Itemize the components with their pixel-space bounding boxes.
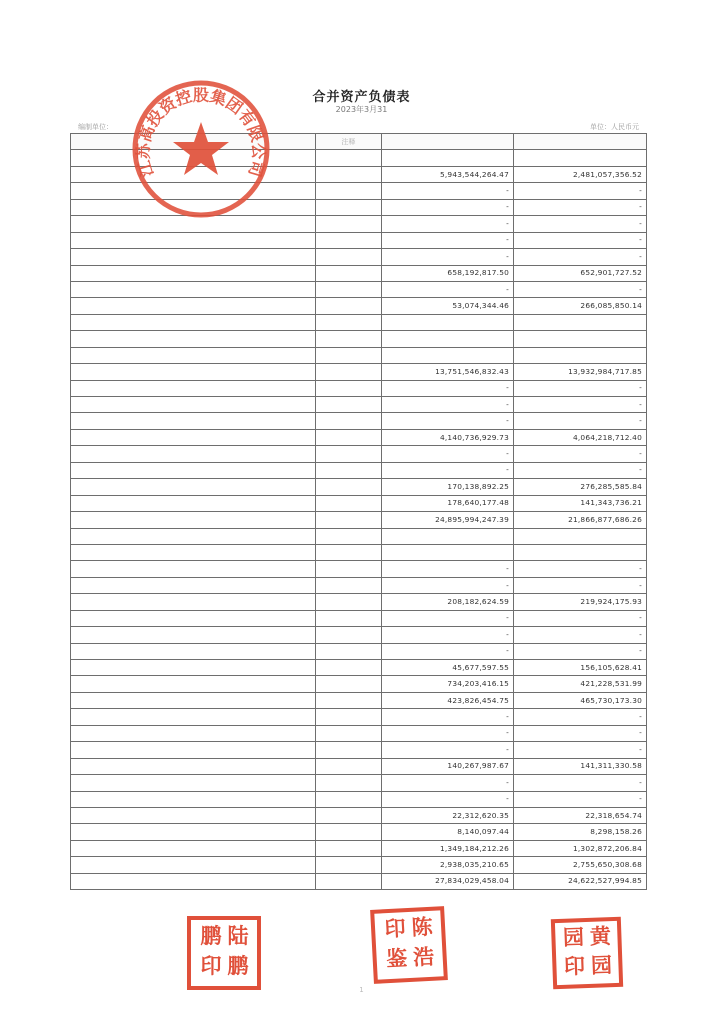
table-row xyxy=(71,347,647,363)
row-item-label xyxy=(71,314,316,330)
row-item-label xyxy=(71,742,316,758)
row-prior-amount: 22,318,654.74 xyxy=(514,807,647,823)
row-note-ref xyxy=(316,397,382,413)
row-prior-amount: - xyxy=(514,577,647,593)
row-current-amount: - xyxy=(382,232,514,248)
row-item-label xyxy=(71,660,316,676)
table-row xyxy=(71,512,647,528)
row-current-amount: - xyxy=(382,610,514,626)
row-prior-amount: 8,298,158.26 xyxy=(514,824,647,840)
row-current-amount: - xyxy=(382,643,514,659)
row-current-amount: 734,203,416.15 xyxy=(382,676,514,692)
row-prior-amount: 156,105,628.41 xyxy=(514,660,647,676)
table-row xyxy=(71,660,647,676)
row-current-amount: 45,677,597.55 xyxy=(382,660,514,676)
row-item-label xyxy=(71,380,316,396)
page-number: 1 xyxy=(359,986,364,994)
stamp-legal-rep xyxy=(187,916,261,990)
row-item-label xyxy=(71,791,316,807)
table-row xyxy=(71,528,647,544)
row-note-ref xyxy=(316,577,382,593)
row-note-ref xyxy=(316,347,382,363)
row-item-label xyxy=(71,364,316,380)
row-prior-amount: - xyxy=(514,446,647,462)
row-current-amount: - xyxy=(382,216,514,232)
row-current-amount: 24,895,994,247.39 xyxy=(382,512,514,528)
row-current-amount: - xyxy=(382,249,514,265)
row-current-amount: - xyxy=(382,413,514,429)
table-row xyxy=(71,610,647,626)
company-seal xyxy=(130,78,272,220)
row-current-amount xyxy=(382,347,514,363)
row-item-label xyxy=(71,397,316,413)
row-prior-amount: 652,901,727.52 xyxy=(514,265,647,281)
row-prior-amount: 219,924,175.93 xyxy=(514,594,647,610)
table-row xyxy=(71,298,647,314)
row-current-amount: 13,751,546,832.43 xyxy=(382,364,514,380)
row-prior-amount: - xyxy=(514,709,647,725)
row-prior-amount: 2,481,057,356.52 xyxy=(514,166,647,182)
row-item-label xyxy=(71,857,316,873)
row-prior-amount: 465,730,173.30 xyxy=(514,692,647,708)
row-note-ref xyxy=(316,479,382,495)
table-row xyxy=(71,479,647,495)
row-prior-amount: - xyxy=(514,742,647,758)
stamp-legal-rep-char: 印 xyxy=(200,953,222,978)
stamp-accounting-head-char: 印 xyxy=(383,915,407,942)
row-note-ref xyxy=(316,380,382,396)
row-current-amount: - xyxy=(382,446,514,462)
row-current-amount: - xyxy=(382,742,514,758)
row-current-amount: 170,138,892.25 xyxy=(382,479,514,495)
stamp-dept-head-char: 黄 xyxy=(589,923,612,949)
row-prior-amount: - xyxy=(514,199,647,215)
balance-sheet-table xyxy=(70,133,647,890)
row-item-label xyxy=(71,873,316,889)
row-note-ref xyxy=(316,660,382,676)
table-row xyxy=(71,544,647,560)
row-current-amount: 8,140,097.44 xyxy=(382,824,514,840)
row-note-ref xyxy=(316,183,382,199)
row-item-label xyxy=(71,249,316,265)
row-note-ref xyxy=(316,775,382,791)
row-item-label xyxy=(71,775,316,791)
row-current-amount: - xyxy=(382,183,514,199)
row-current-amount: 140,267,987.67 xyxy=(382,758,514,774)
row-prior-amount: 141,343,736.21 xyxy=(514,495,647,511)
row-item-label xyxy=(71,429,316,445)
table-row xyxy=(71,232,647,248)
row-note-ref xyxy=(316,232,382,248)
row-note-ref xyxy=(316,199,382,215)
table-row xyxy=(71,331,647,347)
table-row xyxy=(71,577,647,593)
stamp-legal-rep-char: 鹏 xyxy=(200,923,222,948)
table-row xyxy=(71,594,647,610)
stamp-dept-head-char: 园 xyxy=(590,952,613,978)
row-note-ref xyxy=(316,873,382,889)
table-row xyxy=(71,725,647,741)
table-row xyxy=(71,397,647,413)
row-item-label xyxy=(71,676,316,692)
row-current-amount: 1,349,184,212.26 xyxy=(382,840,514,856)
row-prior-amount: 276,285,585.84 xyxy=(514,479,647,495)
row-prior-amount: - xyxy=(514,380,647,396)
row-note-ref xyxy=(316,758,382,774)
stamp-dept-head xyxy=(551,917,623,989)
row-item-label xyxy=(71,528,316,544)
row-note-ref xyxy=(316,298,382,314)
row-current-amount xyxy=(382,331,514,347)
row-note-ref xyxy=(316,594,382,610)
row-current-amount: - xyxy=(382,397,514,413)
row-item-label xyxy=(71,758,316,774)
row-item-label xyxy=(71,265,316,281)
table-row xyxy=(71,462,647,478)
stamp-dept-head-char: 园 xyxy=(562,924,585,950)
row-current-amount: 2,938,035,210.65 xyxy=(382,857,514,873)
row-prior-amount: 4,064,218,712.40 xyxy=(514,429,647,445)
row-prior-amount xyxy=(514,331,647,347)
row-current-amount: - xyxy=(382,627,514,643)
table-row xyxy=(71,643,647,659)
table-row xyxy=(71,446,647,462)
stamp-accounting-head-char: 浩 xyxy=(412,943,435,970)
row-item-label xyxy=(71,807,316,823)
table-row xyxy=(71,380,647,396)
row-prior-amount: - xyxy=(514,627,647,643)
row-current-amount: 423,826,454.75 xyxy=(382,692,514,708)
row-note-ref xyxy=(316,265,382,281)
row-prior-amount: - xyxy=(514,775,647,791)
row-prior-amount: - xyxy=(514,249,647,265)
row-note-ref xyxy=(316,627,382,643)
row-prior-amount: - xyxy=(514,216,647,232)
row-item-label xyxy=(71,495,316,511)
row-item-label xyxy=(71,594,316,610)
row-prior-amount: 266,085,850.14 xyxy=(514,298,647,314)
row-current-amount: - xyxy=(382,199,514,215)
stamp-accounting-head-char: 陈 xyxy=(410,913,434,940)
row-current-amount: - xyxy=(382,577,514,593)
report-date: 2023年3月31 xyxy=(335,105,388,114)
row-current-amount xyxy=(382,150,514,166)
table-row xyxy=(71,807,647,823)
row-note-ref xyxy=(316,314,382,330)
row-item-label xyxy=(71,725,316,741)
row-note-ref xyxy=(316,857,382,873)
row-note-ref xyxy=(316,544,382,560)
row-prior-amount: 421,228,531.99 xyxy=(514,676,647,692)
row-item-label xyxy=(71,610,316,626)
table-row xyxy=(71,840,647,856)
row-item-label xyxy=(71,512,316,528)
row-prior-amount: 24,622,527,994.85 xyxy=(514,873,647,889)
row-prior-amount xyxy=(514,544,647,560)
row-note-ref xyxy=(316,249,382,265)
row-note-ref xyxy=(316,446,382,462)
table-row xyxy=(71,364,647,380)
row-note-ref xyxy=(316,331,382,347)
row-current-amount: 4,140,736,929.73 xyxy=(382,429,514,445)
row-item-label xyxy=(71,331,316,347)
company-seal-text: 江苏高投资控股集团有限公司 xyxy=(133,85,269,180)
row-prior-amount: - xyxy=(514,725,647,741)
row-item-label xyxy=(71,627,316,643)
row-item-label xyxy=(71,413,316,429)
stamp-legal-rep-char: 鹏 xyxy=(227,953,249,978)
row-note-ref xyxy=(316,676,382,692)
row-item-label xyxy=(71,692,316,708)
table-row xyxy=(71,429,647,445)
row-current-amount: - xyxy=(382,775,514,791)
row-note-ref xyxy=(316,495,382,511)
table-row xyxy=(71,824,647,840)
currency-unit-label: 单位：人民币元 xyxy=(590,123,639,131)
row-current-amount: - xyxy=(382,561,514,577)
row-note-ref xyxy=(316,166,382,182)
row-prior-amount: - xyxy=(514,413,647,429)
row-item-label xyxy=(71,232,316,248)
row-note-ref xyxy=(316,512,382,528)
document-title: 合并资产负债表 xyxy=(312,90,411,105)
row-note-ref xyxy=(316,216,382,232)
row-note-ref xyxy=(316,413,382,429)
row-current-amount: 22,312,620.35 xyxy=(382,807,514,823)
table-row xyxy=(71,709,647,725)
row-current-amount: 5,943,544,264.47 xyxy=(382,166,514,182)
row-note-ref xyxy=(316,643,382,659)
row-prior-amount: 21,866,877,686.26 xyxy=(514,512,647,528)
column-header-current xyxy=(382,134,514,150)
table-row xyxy=(71,857,647,873)
row-prior-amount: - xyxy=(514,281,647,297)
row-prior-amount xyxy=(514,150,647,166)
row-current-amount xyxy=(382,528,514,544)
row-prior-amount: 1,302,872,206.84 xyxy=(514,840,647,856)
stamp-accounting-head xyxy=(370,906,448,984)
table-row xyxy=(71,627,647,643)
row-current-amount: 27,834,029,458.04 xyxy=(382,873,514,889)
table-row xyxy=(71,692,647,708)
row-item-label xyxy=(71,281,316,297)
row-current-amount: - xyxy=(382,791,514,807)
row-note-ref xyxy=(316,824,382,840)
row-item-label xyxy=(71,577,316,593)
row-prior-amount xyxy=(514,347,647,363)
row-prior-amount: - xyxy=(514,610,647,626)
table-row xyxy=(71,791,647,807)
row-item-label xyxy=(71,446,316,462)
row-item-label xyxy=(71,840,316,856)
table-row xyxy=(71,758,647,774)
row-prior-amount: 2,755,650,308.68 xyxy=(514,857,647,873)
row-current-amount xyxy=(382,314,514,330)
row-current-amount: - xyxy=(382,380,514,396)
stamp-legal-rep-char: 陆 xyxy=(227,923,249,948)
row-item-label xyxy=(71,462,316,478)
row-note-ref xyxy=(316,561,382,577)
row-note-ref xyxy=(316,462,382,478)
row-current-amount: - xyxy=(382,725,514,741)
row-note-ref xyxy=(316,692,382,708)
table-row xyxy=(71,281,647,297)
seal-star-icon xyxy=(173,122,229,175)
row-item-label xyxy=(71,709,316,725)
row-note-ref xyxy=(316,364,382,380)
table-row xyxy=(71,413,647,429)
row-prior-amount: - xyxy=(514,561,647,577)
row-note-ref xyxy=(316,840,382,856)
row-current-amount: 208,182,624.59 xyxy=(382,594,514,610)
row-prior-amount: 13,932,984,717.85 xyxy=(514,364,647,380)
row-item-label xyxy=(71,544,316,560)
row-current-amount: 53,074,344.46 xyxy=(382,298,514,314)
row-prior-amount: - xyxy=(514,791,647,807)
row-item-label xyxy=(71,643,316,659)
column-header-note: 注释 xyxy=(316,134,382,150)
row-prior-amount: 141,311,330.58 xyxy=(514,758,647,774)
table-row xyxy=(71,265,647,281)
table-row xyxy=(71,676,647,692)
row-current-amount: - xyxy=(382,462,514,478)
row-current-amount: 658,192,817.50 xyxy=(382,265,514,281)
row-item-label xyxy=(71,298,316,314)
row-note-ref xyxy=(316,791,382,807)
stamp-dept-head-char: 印 xyxy=(563,953,586,979)
table-row xyxy=(71,873,647,889)
table-row xyxy=(71,742,647,758)
row-current-amount: - xyxy=(382,709,514,725)
row-prior-amount: - xyxy=(514,397,647,413)
table-row xyxy=(71,249,647,265)
row-prior-amount: - xyxy=(514,183,647,199)
row-note-ref xyxy=(316,725,382,741)
row-current-amount xyxy=(382,544,514,560)
row-prior-amount xyxy=(514,314,647,330)
table-row xyxy=(71,561,647,577)
table-row xyxy=(71,314,647,330)
row-item-label xyxy=(71,561,316,577)
row-prior-amount: - xyxy=(514,232,647,248)
row-current-amount: 178,640,177.48 xyxy=(382,495,514,511)
row-note-ref xyxy=(316,807,382,823)
row-prior-amount: - xyxy=(514,462,647,478)
row-note-ref xyxy=(316,709,382,725)
row-note-ref xyxy=(316,528,382,544)
column-header-prior xyxy=(514,134,647,150)
row-current-amount: - xyxy=(382,281,514,297)
row-note-ref xyxy=(316,150,382,166)
compiling-entity-label: 编制单位： xyxy=(78,123,113,131)
row-note-ref xyxy=(316,742,382,758)
row-prior-amount xyxy=(514,528,647,544)
stamp-accounting-head-char: 鉴 xyxy=(385,945,408,972)
table-row xyxy=(71,495,647,511)
row-prior-amount: - xyxy=(514,643,647,659)
row-item-label xyxy=(71,479,316,495)
row-note-ref xyxy=(316,281,382,297)
row-note-ref xyxy=(316,429,382,445)
table-row xyxy=(71,775,647,791)
row-note-ref xyxy=(316,610,382,626)
row-item-label xyxy=(71,824,316,840)
row-item-label xyxy=(71,347,316,363)
